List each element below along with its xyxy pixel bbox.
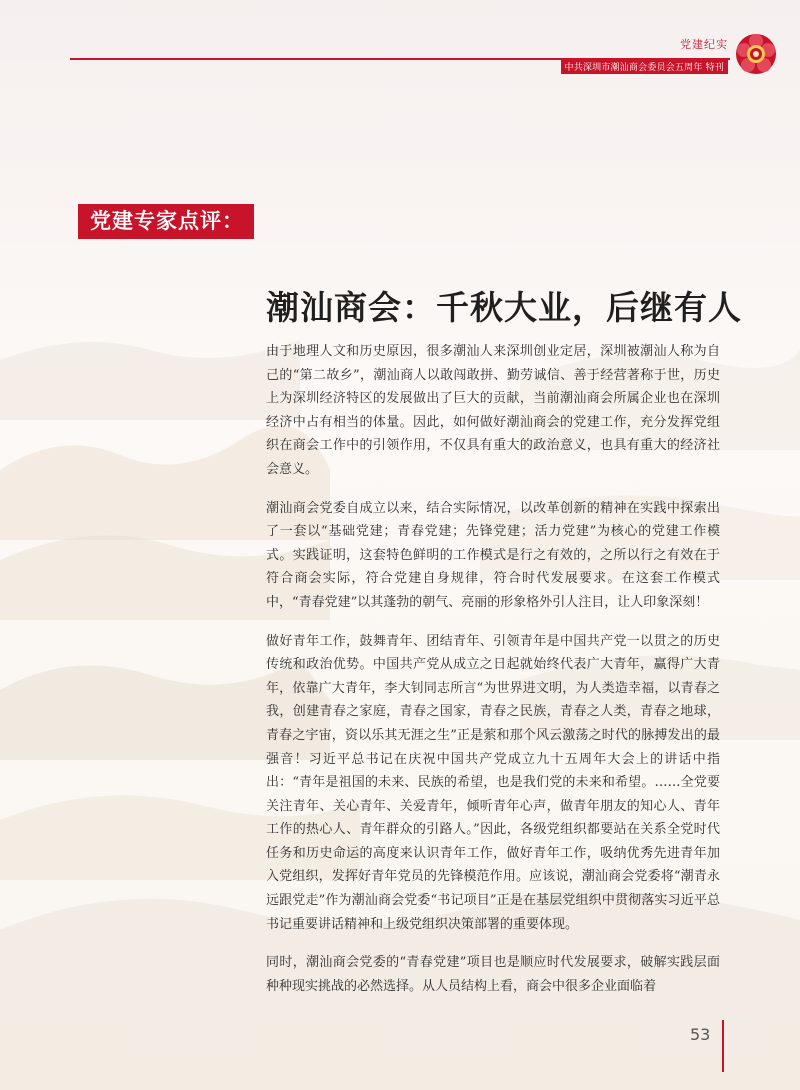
page-number: 53	[690, 1025, 711, 1044]
section-tag: 党建专家点评：	[78, 204, 254, 239]
header-subtitle: 中共深圳市潮汕商会委员会五周年 特刊	[561, 59, 728, 74]
paragraph: 做好青年工作，鼓舞青年、团结青年、引领青年是中国共产党一以贯之的历史传统和政治优势。中国共产党从成立之日起就始终代表广大青年，赢得广大青年，依靠广大青年，李大钊同志所言“为世界进文明，为人类造幸福，以青春之我，创建青春之家庭，青春之国家，青春之民族，青春之人类，青春之地球，青春之宇宙，资以乐其无涯之生”正是萦和那个风云激荡之时代的脉搏发出的最强音！习近平总书记在庆祝中国共产党成立九十五周年大会上的讲话中指出：“青年是祖国的未来、民族的希望，也是我们党的未来和希望。……全党要关注青年、关心青年、关爱青年，倾听青年心声，做青年朋友的知心人、青年工作的热心人、青年群众的引路人。”因此，各级党组织都要站在关系全党时代任务和历史命运的高度来认识青年工作，做好青年工作，吸纳优秀先进青年加入党组织，发挥好青年党员的先锋模范作用。应该说，潮汕商会党委将“潮青永远跟党走”作为潮汕商会党委“书记项目”正是在基层党组织中贯彻落实习近平总书记重要讲话精神和上级党组织决策部署的重要体现。	[266, 633, 720, 932]
paragraph: 由于地理人文和历史原因，很多潮汕人来深圳创业定居，深圳被潮汕人称为自己的“第二故乡”，潮汕商人以敢闯敢拼、勤劳诚信、善于经营著称于世，历史上为深圳经济特区的发展做出了巨大的贡献，当前潮汕商会所属企业也在深圳经济中占有相当的体量。因此，如何做好潮汕商会的党建工作，充分发挥党组织在商会工作中的引领作用，不仅具有重大的政治意义，也具有重大的经济社会意义。	[266, 344, 720, 477]
paragraph: 潮汕商会党委自成立以来，结合实际情况，以改革创新的精神在实践中探索出了一套以“基础党建；青春党建；先锋党建；活力党建”为核心的党建工作模式。实践证明，这套特色鲜明的工作模式是行之有效的，之所以行之有效在于符合商会实际，符合党建自身规律，符合时代发展要求。在这套工作模式中，“青春党建”以其蓬勃的朝气、亮丽的形象格外引人注目，让人印象深刻！	[266, 500, 720, 610]
flower-emblem-icon	[732, 30, 780, 78]
page-number-rule	[722, 1020, 724, 1072]
article-title: 潮汕商会：千秋大业，后继有人	[266, 288, 742, 327]
paragraph: 同时，潮汕商会党委的“青春党建”项目也是顺应时代发展要求，破解实践层面种种现实挑战的必然选择。从人员结构上看，商会中很多企业面临着	[266, 955, 720, 994]
header-column-title: 党建纪实	[680, 38, 728, 51]
article-body	[266, 340, 720, 1013]
